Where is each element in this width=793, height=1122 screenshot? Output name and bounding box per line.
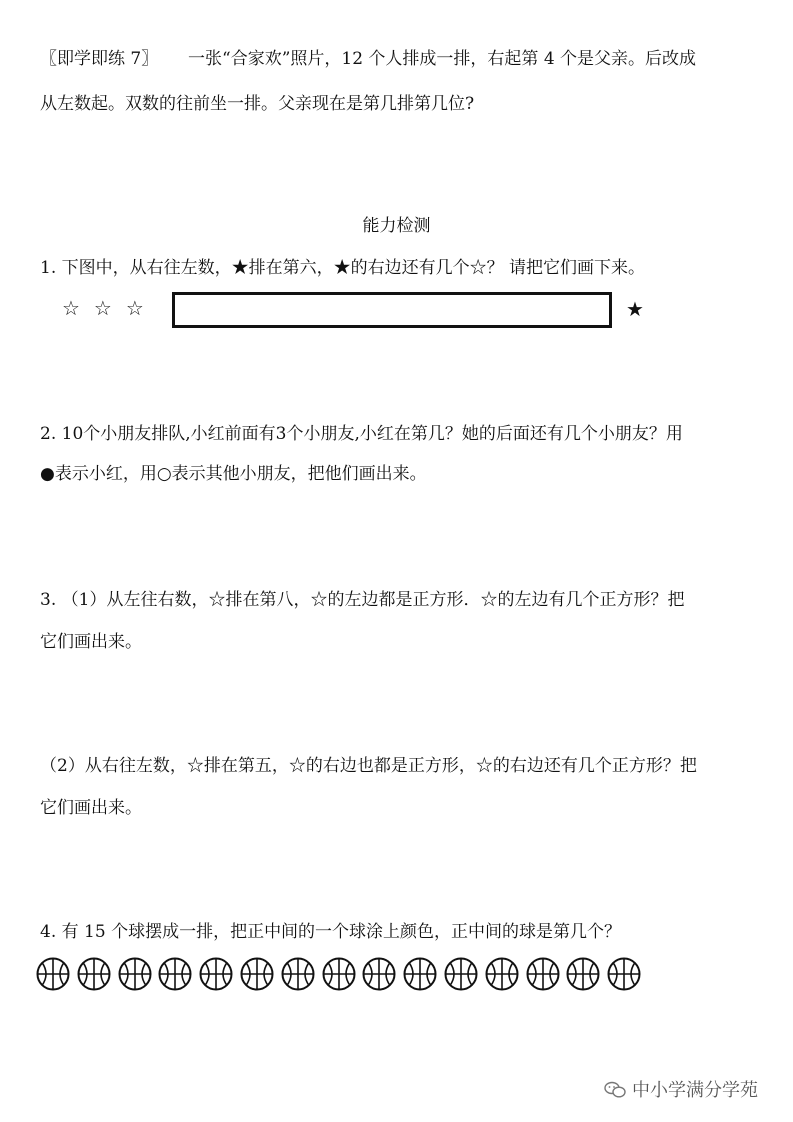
question-3-part-1-line-2: 它们画出来。	[40, 632, 142, 652]
practice-line-1: 一张“合家欢”照片，12 个人排成一排，右起第 4 个是父亲。后改成	[188, 49, 697, 69]
basketball-icon	[240, 957, 274, 991]
basketball-icon	[118, 957, 152, 991]
basketball-icon	[362, 957, 396, 991]
question-3-part-1-line-1: 3. （1）从左往右数，☆排在第八，☆的左边都是正方形．☆的左边有几个正方形？把	[40, 590, 685, 610]
basketball-icon	[485, 957, 519, 991]
right-star: ★	[626, 297, 644, 321]
basketball-icon	[199, 957, 233, 991]
question-3-part-2-line-1: （2）从右往左数，☆排在第五，☆的右边也都是正方形，☆的右边还有几个正方形？把	[40, 756, 697, 776]
question-2-line-1: 2. 10个小朋友排队,小红前面有3个小朋友,小红在第几？她的后面还有几个小朋友？用	[40, 424, 683, 444]
watermark-text: 中小学满分学苑	[632, 1080, 758, 1101]
watermark	[604, 1076, 758, 1102]
question-3-part-2-line-2: 它们画出来。	[40, 798, 142, 818]
section-title: 能力检测	[362, 216, 431, 236]
basketball-icon	[281, 957, 315, 991]
basketball-icon	[526, 957, 560, 991]
practice-line-2: 从左数起。双数的往前坐一排。父亲现在是第几排第几位?	[40, 94, 475, 114]
question-4-text: 4. 有 15 个球摆成一排，把正中间的一个球涂上颜色，正中间的球是第几个？	[40, 922, 622, 942]
question-1-text: 1. 下图中，从右往左数，★排在第六，★的右边还有几个☆？ 请把它们画下来。	[40, 258, 646, 278]
question-2-line-2: ●表示小红，用○表示其他小朋友，把他们画出来。	[40, 464, 427, 484]
basketball-icon	[77, 957, 111, 991]
basketball-icon	[36, 957, 70, 991]
basketball-icon	[607, 957, 641, 991]
basketball-icon	[158, 957, 192, 991]
left-stars: ☆☆☆	[62, 296, 158, 320]
basketball-icon	[403, 957, 437, 991]
ball-row	[36, 957, 656, 993]
answer-box	[172, 292, 612, 328]
basketball-icon	[322, 957, 356, 991]
basketball-icon	[566, 957, 600, 991]
practice-label: 〖即学即练 7〗	[40, 49, 159, 69]
basketball-icon	[444, 957, 478, 991]
wechat-icon	[604, 1081, 626, 1099]
